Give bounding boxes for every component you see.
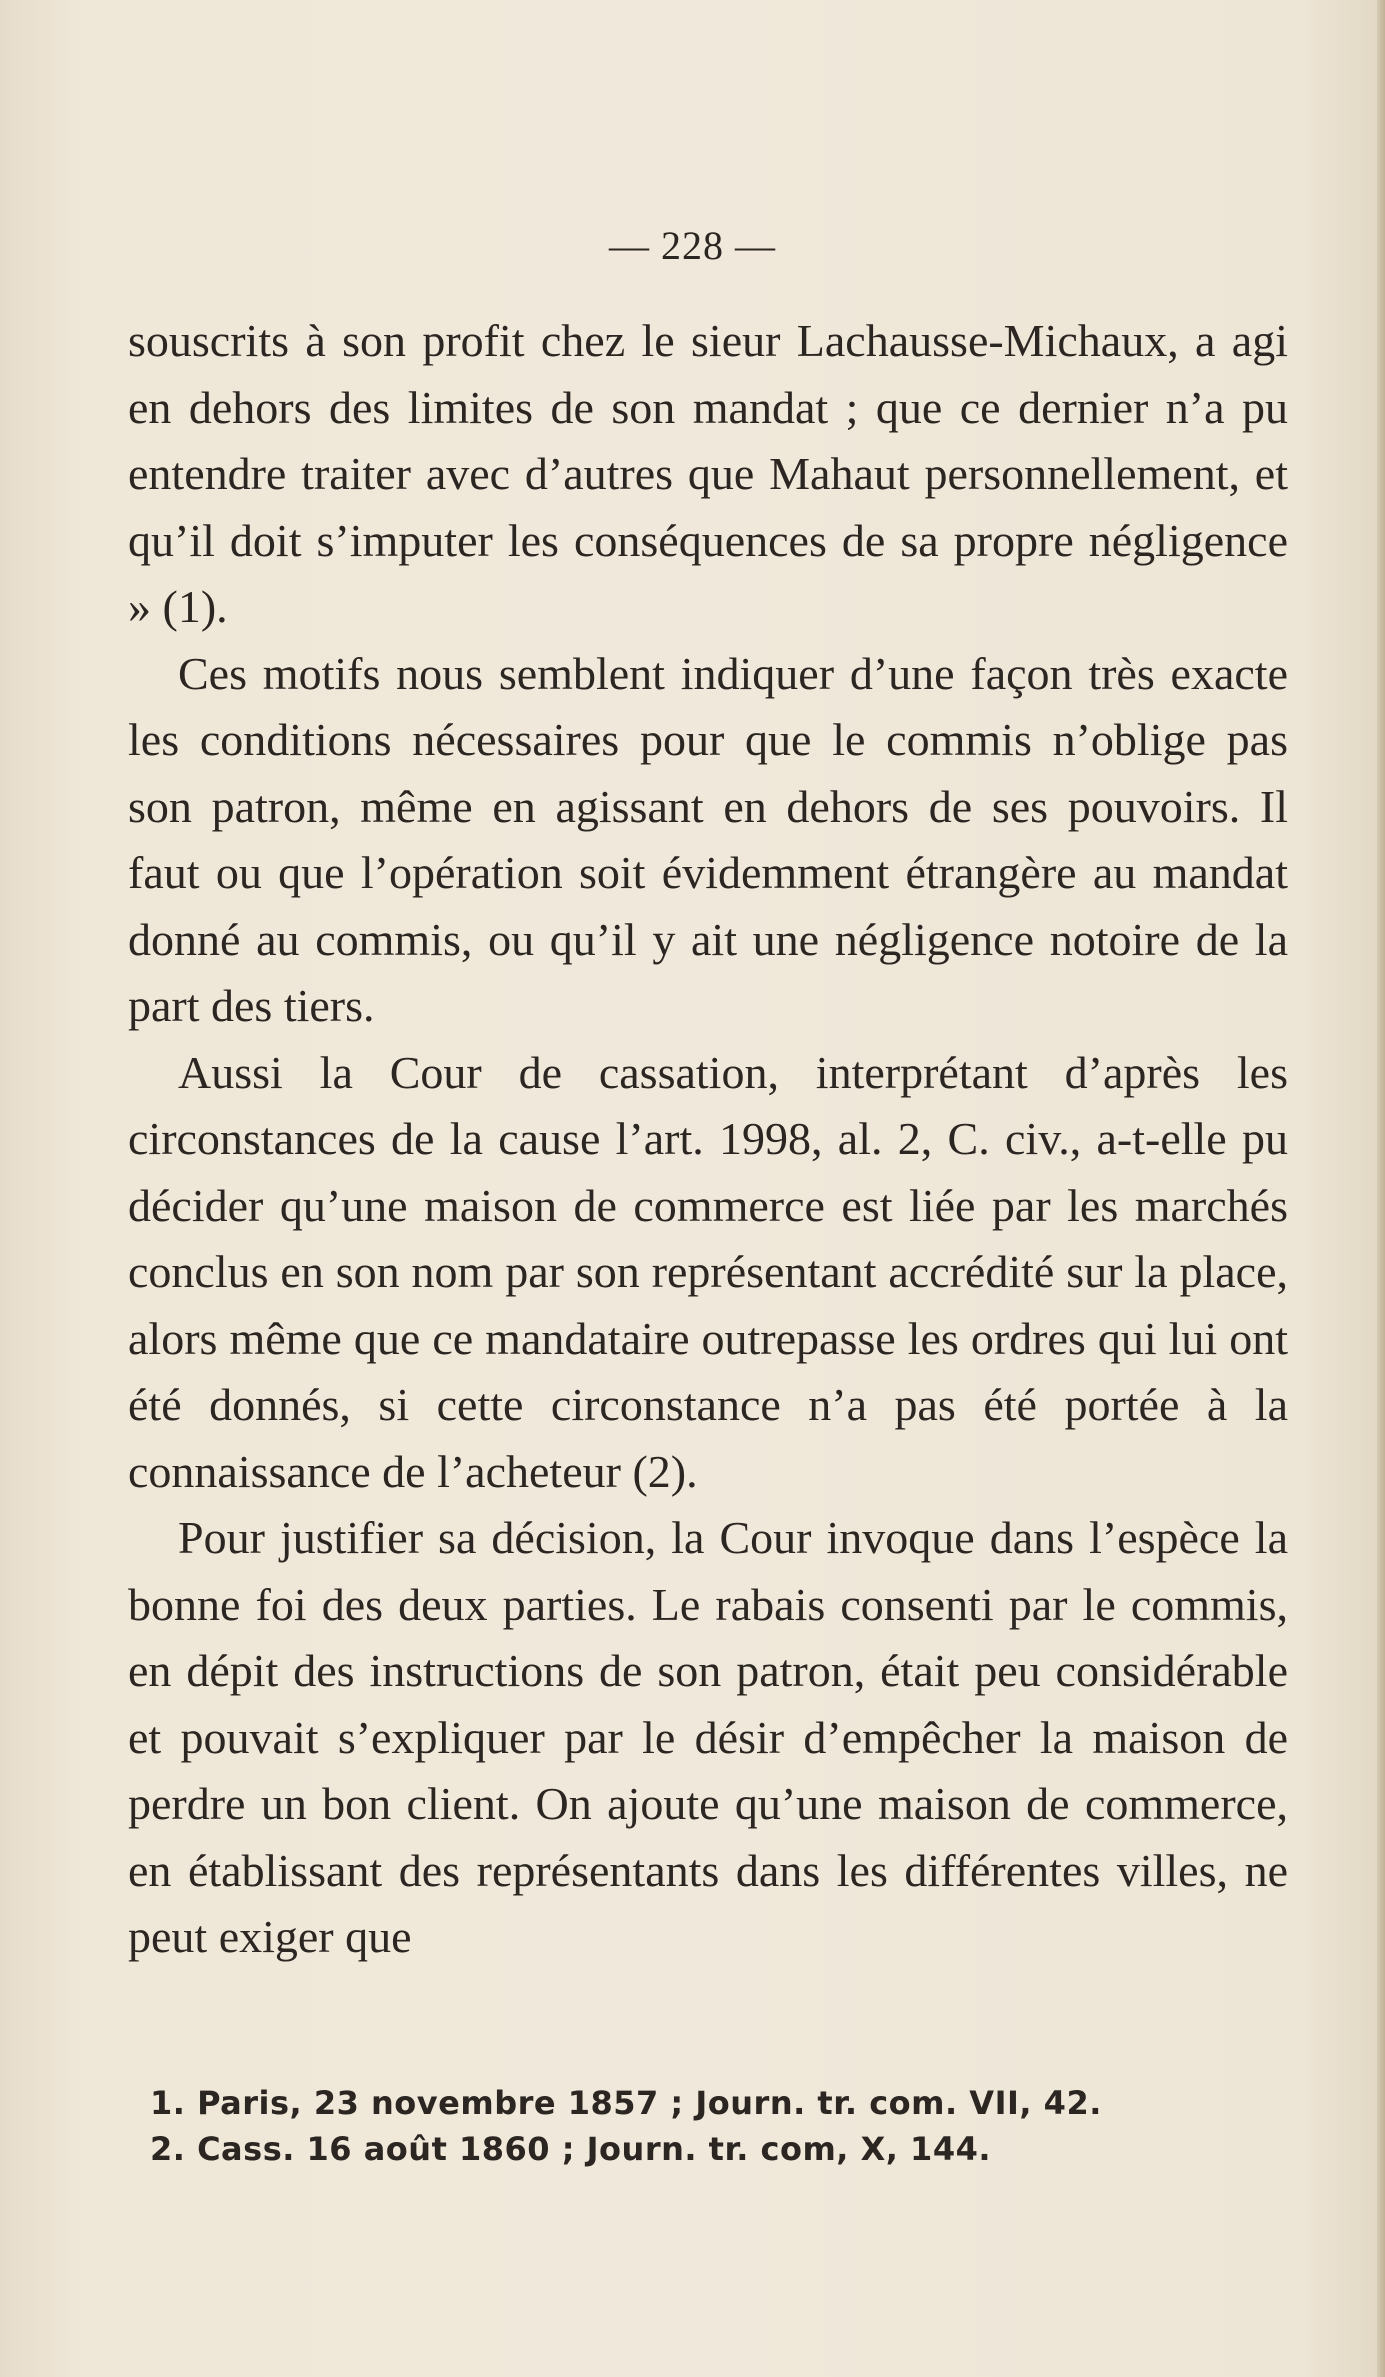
footnote-2: 2. Cass. 16 août 1860 ; Journ. tr. com, X, 144. — [150, 2130, 991, 2168]
footnote-1: 1. Paris, 23 novembre 1857 ; Journ. tr. com. VII, 42. — [150, 2084, 1102, 2122]
paragraph-continuation: souscrits à son profit chez le sieur Lachausse-Michaux, a agi en dehors des limites de son mandat ; que ce dernier n’a pu entendre traiter avec d’autres que Mahaut personnellement, et qu’il doit s’imputer les conséquences de sa propre négligence » (1). — [128, 315, 1288, 632]
footnotes — [150, 2080, 1250, 2172]
page-edge — [1377, 0, 1385, 2377]
page-number: — 228 — — [609, 223, 776, 268]
paragraph-motifs: Ces motifs nous semblent indiquer d’une façon très exacte les conditions nécessaires pour que le commis n’oblige pas son patron, même en agissant en dehors de ses pouvoirs. Il faut ou que l’opération soit évidemment étrangère au mandat donné au commis, ou qu’il y ait une négligence notoire de la part des tiers. — [128, 647, 1288, 1031]
paragraph-justification: Pour justifier sa décision, la Cour invoque dans l’espèce la bonne foi des deux parties. Le rabais consenti par le commis, en dépit des instructions de son patron, était peu considérable et pouvait s’expliquer par le désir d’empêcher la maison de perdre un bon client. On ajoute qu’une maison de commerce, en établissant des représentants dans les différentes villes, ne peut exiger que — [128, 1512, 1288, 1962]
paragraph-cour-de-cassation: Aussi la Cour de cassation, interprétant d’après les circonstances de la cause l’art. 1998, al. 2, C. civ., a-t-elle pu décider qu’une maison de commerce est liée par les marchés conclus en son nom par son représentant accrédité sur la place, alors même que ce mandataire outrepasse les ordres qui lui ont été donnés, si cette circonstance n’a pas été portée à la connaissance de l’acheteur (2). — [128, 1046, 1288, 1497]
body-text — [128, 308, 1288, 1971]
